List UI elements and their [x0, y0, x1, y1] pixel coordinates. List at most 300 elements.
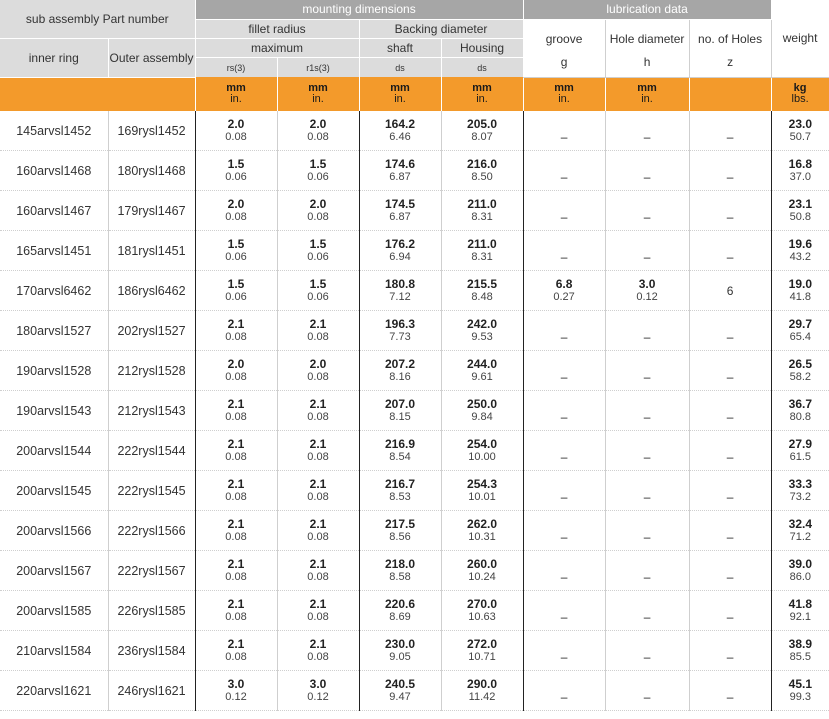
outer-assembly-part: 212rysl1543	[117, 403, 186, 418]
units-cell-inner	[0, 77, 108, 111]
inner-ring-part: 210arvsl1584	[16, 643, 92, 658]
inner-ring-part: 180arvsl1527	[16, 323, 92, 338]
housing-mm: 254.0	[467, 436, 498, 451]
cell-inner-ring	[0, 351, 108, 391]
groove-in: 0.27	[553, 290, 575, 303]
cell-shaft	[359, 151, 441, 191]
weight-mm: 45.1	[788, 676, 812, 691]
weight-in: 41.8	[789, 290, 812, 303]
shaft-mm: 180.8	[385, 276, 416, 291]
hole-empty: –	[643, 169, 651, 184]
outer-assembly-part: 212rysl1528	[117, 363, 186, 378]
units-cell-rs	[195, 77, 277, 111]
rs-in: 0.08	[225, 330, 247, 343]
cell-r1s	[277, 551, 359, 591]
rs-mm: 2.1	[227, 596, 245, 611]
cell-weight	[771, 431, 829, 471]
cell-hole-diameter	[605, 311, 689, 351]
cell-hole-diameter	[605, 151, 689, 191]
shaft-mm: 207.0	[385, 396, 416, 411]
header-groove	[523, 19, 605, 77]
cell-hole-diameter	[605, 111, 689, 151]
cell-outer-assembly	[108, 631, 195, 671]
cell-outer-assembly	[108, 311, 195, 351]
cell-weight	[771, 471, 829, 511]
cell-no-of-holes	[689, 231, 771, 271]
rs-in: 0.08	[225, 610, 247, 623]
header-sub-assembly	[0, 0, 195, 38]
cell-groove	[523, 191, 605, 231]
header-inner-ring	[0, 38, 108, 77]
outer-assembly-part: 222rysl1567	[117, 563, 186, 578]
cell-r1s	[277, 471, 359, 511]
table-row	[0, 271, 829, 311]
outer-assembly-part: 186rysl6462	[117, 283, 186, 298]
unit-mm: mm	[554, 82, 574, 95]
unit-mm: mm	[472, 82, 492, 94]
cell-no-of-holes	[689, 631, 771, 671]
header-weight-label: weight	[782, 31, 818, 46]
inner-ring-part: 200arvsl1544	[16, 443, 92, 458]
cell-shaft	[359, 551, 441, 591]
cell-no-of-holes	[689, 311, 771, 351]
cell-no-of-holes	[689, 351, 771, 391]
unit-in: in.	[394, 93, 406, 105]
housing-in: 8.07	[471, 130, 493, 143]
housing-in: 10.01	[468, 490, 496, 503]
table-row	[0, 471, 829, 511]
cell-hole-diameter	[605, 351, 689, 391]
cell-housing	[441, 351, 523, 391]
cell-outer-assembly	[108, 391, 195, 431]
cell-no-of-holes	[689, 271, 771, 311]
cell-shaft	[359, 231, 441, 271]
cell-outer-assembly	[108, 351, 195, 391]
r1s-in: 0.08	[307, 610, 329, 623]
r1s-in: 0.08	[307, 530, 329, 543]
hole-empty: –	[643, 329, 651, 344]
cell-hole-diameter	[605, 511, 689, 551]
hole-empty: –	[643, 249, 651, 264]
weight-in: 86.0	[789, 570, 812, 583]
r1s-in: 0.08	[307, 410, 329, 423]
shaft-mm: 174.5	[385, 196, 416, 211]
cell-inner-ring	[0, 551, 108, 591]
header-rs-symbol-label: rs(3)	[226, 63, 246, 74]
table-row	[0, 551, 829, 591]
weight-mm: 36.7	[788, 396, 812, 411]
shaft-in: 9.05	[389, 650, 411, 663]
cell-groove	[523, 431, 605, 471]
cell-no-of-holes	[689, 471, 771, 511]
cell-outer-assembly	[108, 471, 195, 511]
cell-shaft	[359, 311, 441, 351]
header-mounting-dimensions-label: mounting dimensions	[302, 2, 416, 17]
weight-mm: 39.0	[788, 556, 812, 571]
housing-in: 8.31	[471, 210, 493, 223]
table-row	[0, 111, 829, 151]
cell-r1s	[277, 351, 359, 391]
cell-weight	[771, 351, 829, 391]
r1s-in: 0.08	[307, 490, 329, 503]
header-fillet-radius-label: fillet radius	[248, 21, 306, 36]
r1s-in: 0.06	[307, 250, 329, 263]
weight-in: 65.4	[789, 330, 812, 343]
weight-mm: 32.4	[788, 516, 812, 531]
cell-r1s	[277, 431, 359, 471]
hole-empty: –	[643, 489, 651, 504]
groove-empty: –	[560, 649, 568, 664]
weight-mm: 23.0	[788, 116, 812, 131]
weight-in: 61.5	[789, 450, 812, 463]
cell-housing	[441, 191, 523, 231]
rs-mm: 2.0	[227, 116, 245, 131]
shaft-mm: 230.0	[385, 636, 416, 651]
housing-in: 9.53	[471, 330, 493, 343]
cell-groove	[523, 271, 605, 311]
r1s-mm: 2.1	[309, 476, 327, 491]
unit-mm: mm	[390, 82, 410, 94]
shaft-in: 6.94	[389, 250, 411, 263]
weight-mm: 27.9	[788, 436, 812, 451]
table-row	[0, 191, 829, 231]
inner-ring-part: 170arvsl6462	[16, 283, 92, 298]
cell-no-of-holes	[689, 591, 771, 631]
cell-shaft	[359, 591, 441, 631]
cell-groove	[523, 551, 605, 591]
header-lubrication-data	[523, 0, 771, 19]
cell-groove	[523, 471, 605, 511]
cell-weight	[771, 671, 829, 711]
shaft-in: 8.53	[389, 490, 411, 503]
housing-mm: 215.5	[467, 276, 498, 291]
weight-in: 73.2	[789, 490, 812, 503]
unit-mm: mm	[308, 82, 328, 94]
r1s-mm: 2.1	[309, 596, 327, 611]
r1s-in: 0.08	[307, 570, 329, 583]
r1s-in: 0.08	[307, 370, 329, 383]
header-outer-assembly	[108, 38, 195, 77]
cell-inner-ring	[0, 431, 108, 471]
inner-ring-part: 200arvsl1567	[16, 563, 92, 578]
cell-inner-ring	[0, 191, 108, 231]
cell-rs	[195, 351, 277, 391]
shaft-mm: 216.9	[385, 436, 416, 451]
hole-empty: –	[643, 609, 651, 624]
r1s-in: 0.06	[307, 170, 329, 183]
cell-r1s	[277, 631, 359, 671]
hole-empty: –	[643, 369, 651, 384]
cell-no-of-holes	[689, 551, 771, 591]
r1s-in: 0.08	[307, 330, 329, 343]
cell-r1s	[277, 391, 359, 431]
housing-mm: 270.0	[467, 596, 498, 611]
cell-housing	[441, 431, 523, 471]
cell-weight	[771, 191, 829, 231]
outer-assembly-part: 246rysl1621	[117, 683, 186, 698]
rs-mm: 1.5	[227, 236, 245, 251]
r1s-in: 0.08	[307, 210, 329, 223]
cell-outer-assembly	[108, 511, 195, 551]
rs-in: 0.08	[225, 370, 247, 383]
cell-outer-assembly	[108, 671, 195, 711]
cell-housing	[441, 471, 523, 511]
cell-no-of-holes	[689, 151, 771, 191]
cell-hole-diameter	[605, 231, 689, 271]
shaft-in: 9.47	[389, 690, 411, 703]
header-maximum-label: maximum	[251, 40, 304, 55]
rs-mm: 2.1	[227, 316, 245, 331]
header-sub-assembly-label: sub assembly Part number	[25, 11, 169, 26]
cell-inner-ring	[0, 671, 108, 711]
cell-groove	[523, 351, 605, 391]
table-row	[0, 151, 829, 191]
unit-in: in.	[558, 93, 570, 106]
cell-groove	[523, 111, 605, 151]
cell-outer-assembly	[108, 271, 195, 311]
shaft-in: 8.16	[389, 370, 411, 383]
groove-empty: –	[560, 569, 568, 584]
cell-groove	[523, 231, 605, 271]
hole-empty: –	[643, 129, 651, 144]
cell-groove	[523, 631, 605, 671]
header-backing-diameter-label: Backing diameter	[394, 21, 488, 36]
groove-empty: –	[560, 169, 568, 184]
housing-in: 10.31	[468, 530, 496, 543]
shaft-in: 8.54	[389, 450, 411, 463]
groove-empty: –	[560, 129, 568, 144]
r1s-mm: 2.0	[309, 116, 327, 131]
holes-count: 6	[726, 283, 734, 298]
cell-shaft	[359, 191, 441, 231]
outer-assembly-part: 226rysl1585	[117, 603, 186, 618]
header-shaft	[359, 38, 441, 57]
cell-shaft	[359, 671, 441, 711]
header-lubrication-data-label: lubrication data	[606, 2, 688, 17]
groove-empty: –	[560, 409, 568, 424]
housing-in: 8.50	[471, 170, 493, 183]
outer-assembly-part: 169rysl1452	[117, 123, 186, 138]
cell-housing	[441, 271, 523, 311]
cell-housing	[441, 591, 523, 631]
cell-rs	[195, 271, 277, 311]
r1s-mm: 3.0	[309, 676, 327, 691]
r1s-in: 0.08	[307, 450, 329, 463]
header-housing-label: Housing	[460, 40, 505, 55]
units-cell-housing	[441, 77, 523, 111]
shaft-mm: 196.3	[385, 316, 416, 331]
cell-rs	[195, 551, 277, 591]
r1s-in: 0.06	[307, 290, 329, 303]
units-cell-shaft	[359, 77, 441, 111]
housing-mm: 254.3	[467, 476, 498, 491]
cell-inner-ring	[0, 151, 108, 191]
housing-mm: 262.0	[467, 516, 498, 531]
cell-weight	[771, 511, 829, 551]
cell-housing	[441, 151, 523, 191]
holes-count: –	[726, 409, 734, 424]
groove-empty: –	[560, 529, 568, 544]
unit-lbs: lbs.	[791, 93, 809, 106]
rs-in: 0.08	[225, 530, 247, 543]
header-shaft-symbol-label: ds	[395, 63, 405, 74]
unit-mm: mm	[637, 82, 657, 95]
weight-in: 80.8	[789, 410, 812, 423]
cell-weight	[771, 231, 829, 271]
r1s-mm: 2.1	[309, 436, 327, 451]
rs-mm: 2.0	[227, 356, 245, 371]
outer-assembly-part: 202rysl1527	[117, 323, 186, 338]
shaft-in: 6.46	[389, 130, 411, 143]
holes-count: –	[726, 529, 734, 544]
cell-weight	[771, 391, 829, 431]
shaft-in: 7.12	[389, 290, 411, 303]
cell-outer-assembly	[108, 431, 195, 471]
cell-rs	[195, 191, 277, 231]
cell-inner-ring	[0, 391, 108, 431]
r1s-in: 0.12	[307, 690, 329, 703]
shaft-mm: 207.2	[385, 356, 416, 371]
cell-rs	[195, 471, 277, 511]
units-cell-holes	[689, 77, 771, 111]
cell-no-of-holes	[689, 671, 771, 711]
shaft-in: 7.73	[389, 330, 411, 343]
weight-mm: 29.7	[788, 316, 812, 331]
holes-count: –	[726, 249, 734, 264]
r1s-mm: 2.1	[309, 516, 327, 531]
cell-weight	[771, 151, 829, 191]
inner-ring-part: 220arvsl1621	[16, 683, 92, 698]
shaft-mm: 218.0	[385, 556, 416, 571]
holes-count: –	[726, 209, 734, 224]
header-backing-diameter	[359, 19, 523, 38]
cell-r1s	[277, 271, 359, 311]
weight-mm: 19.6	[788, 236, 812, 251]
rs-in: 0.08	[225, 210, 247, 223]
r1s-mm: 2.1	[309, 636, 327, 651]
table-row	[0, 351, 829, 391]
housing-mm: 244.0	[467, 356, 498, 371]
outer-assembly-part: 181rysl1451	[117, 243, 186, 258]
cell-housing	[441, 671, 523, 711]
cell-inner-ring	[0, 271, 108, 311]
cell-no-of-holes	[689, 191, 771, 231]
cell-inner-ring	[0, 471, 108, 511]
shaft-in: 8.15	[389, 410, 411, 423]
housing-in: 8.48	[471, 290, 493, 303]
weight-mm: 33.3	[788, 476, 812, 491]
cell-hole-diameter	[605, 391, 689, 431]
cell-weight	[771, 271, 829, 311]
unit-in: in.	[230, 93, 242, 105]
groove-empty: –	[560, 689, 568, 704]
cell-r1s	[277, 191, 359, 231]
r1s-mm: 2.1	[309, 316, 327, 331]
cell-inner-ring	[0, 631, 108, 671]
weight-in: 50.8	[789, 210, 812, 223]
holes-count: –	[726, 129, 734, 144]
cell-shaft	[359, 271, 441, 311]
cell-groove	[523, 671, 605, 711]
cell-weight	[771, 591, 829, 631]
groove-mm: 6.8	[555, 276, 573, 291]
cell-rs	[195, 311, 277, 351]
weight-mm: 16.8	[788, 156, 812, 171]
table-row	[0, 511, 829, 551]
groove-empty: –	[560, 249, 568, 264]
cell-weight	[771, 551, 829, 591]
cell-rs	[195, 111, 277, 151]
shaft-mm: 176.2	[385, 236, 416, 251]
weight-in: 71.2	[789, 530, 812, 543]
table-row	[0, 231, 829, 271]
holes-count: –	[726, 609, 734, 624]
housing-mm: 290.0	[467, 676, 498, 691]
cell-outer-assembly	[108, 151, 195, 191]
inner-ring-part: 165arvsl1451	[16, 243, 92, 258]
cell-groove	[523, 591, 605, 631]
holes-count: –	[726, 329, 734, 344]
housing-mm: 272.0	[467, 636, 498, 651]
header-hole-diameter-label: Hole diameter	[609, 31, 685, 46]
rs-mm: 2.1	[227, 556, 245, 571]
shaft-mm: 216.7	[385, 476, 416, 491]
holes-count: –	[726, 569, 734, 584]
weight-in: 99.3	[789, 690, 812, 703]
weight-in: 85.5	[789, 650, 812, 663]
cell-rs	[195, 151, 277, 191]
holes-count: –	[726, 169, 734, 184]
cell-outer-assembly	[108, 551, 195, 591]
housing-mm: 250.0	[467, 396, 498, 411]
cell-housing	[441, 631, 523, 671]
units-cell-outer	[108, 77, 195, 111]
cell-weight	[771, 111, 829, 151]
cell-rs	[195, 391, 277, 431]
shaft-mm: 174.6	[385, 156, 416, 171]
housing-in: 11.42	[468, 690, 496, 703]
hole-empty: –	[643, 569, 651, 584]
header-groove-label: groove	[545, 31, 583, 46]
groove-empty: –	[560, 209, 568, 224]
housing-in: 10.00	[468, 450, 496, 463]
housing-mm: 205.0	[467, 116, 498, 131]
holes-count: –	[726, 689, 734, 704]
rs-in: 0.08	[225, 650, 247, 663]
groove-empty: –	[560, 329, 568, 344]
cell-groove	[523, 511, 605, 551]
cell-shaft	[359, 471, 441, 511]
inner-ring-part: 190arvsl1543	[16, 403, 92, 418]
rs-mm: 3.0	[227, 676, 245, 691]
groove-empty: –	[560, 449, 568, 464]
header-r1s-symbol-label: r1s(3)	[306, 63, 330, 74]
unit-kg: kg	[793, 82, 807, 95]
table-row	[0, 311, 829, 351]
weight-mm: 19.0	[788, 276, 812, 291]
inner-ring-part: 200arvsl1545	[16, 483, 92, 498]
header-no-of-holes-symbol: z	[727, 54, 734, 69]
weight-in: 50.7	[789, 130, 812, 143]
cell-groove	[523, 311, 605, 351]
table-row	[0, 391, 829, 431]
hole-empty: –	[643, 209, 651, 224]
cell-housing	[441, 231, 523, 271]
cell-weight	[771, 311, 829, 351]
r1s-mm: 1.5	[309, 276, 327, 291]
rs-in: 0.12	[225, 690, 247, 703]
units-row	[0, 77, 829, 111]
